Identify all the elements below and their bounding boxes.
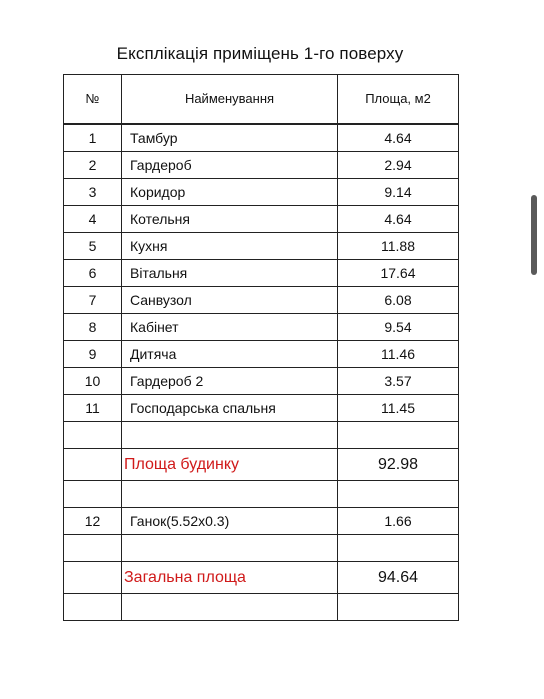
room-name: Тамбур — [122, 124, 338, 152]
room-number: 11 — [64, 395, 122, 422]
grand-total-row — [64, 562, 459, 594]
empty-cell — [338, 535, 459, 562]
room-area: 4.64 — [338, 124, 459, 152]
room-number: 10 — [64, 368, 122, 395]
room-name: Ганок(5.52x0.3) — [122, 508, 338, 535]
table-row — [64, 233, 459, 260]
room-name: Гардероб — [122, 152, 338, 179]
room-area: 17.64 — [338, 260, 459, 287]
room-name: Вітальня — [122, 260, 338, 287]
room-area: 1.66 — [338, 508, 459, 535]
room-number: 9 — [64, 341, 122, 368]
empty-cell — [338, 422, 459, 449]
empty-row — [64, 422, 459, 449]
room-area: 11.46 — [338, 341, 459, 368]
room-number: 8 — [64, 314, 122, 341]
empty-cell — [64, 449, 122, 481]
room-name: Коридор — [122, 179, 338, 206]
vertical-scrollbar[interactable] — [531, 195, 537, 275]
room-area: 3.57 — [338, 368, 459, 395]
table-header-row — [64, 75, 459, 125]
empty-cell — [122, 594, 338, 621]
room-area: 11.45 — [338, 395, 459, 422]
room-area: 9.54 — [338, 314, 459, 341]
header-area: Площа, м2 — [338, 75, 459, 125]
grand-total-area: 94.64 — [338, 562, 459, 594]
empty-cell — [338, 594, 459, 621]
room-area: 6.08 — [338, 287, 459, 314]
empty-row — [64, 535, 459, 562]
table-row — [64, 152, 459, 179]
room-name: Господарська спальня — [122, 395, 338, 422]
empty-row — [64, 481, 459, 508]
table-row — [64, 368, 459, 395]
house-total-row — [64, 449, 459, 481]
empty-cell — [64, 422, 122, 449]
room-name: Котельня — [122, 206, 338, 233]
room-name: Гардероб 2 — [122, 368, 338, 395]
header-number: № — [64, 75, 122, 125]
table-row — [64, 314, 459, 341]
room-number: 3 — [64, 179, 122, 206]
grand-total-label: Загальна площа — [122, 562, 338, 594]
empty-cell — [122, 422, 338, 449]
room-area: 4.64 — [338, 206, 459, 233]
room-name: Дитяча — [122, 341, 338, 368]
room-name: Санвузол — [122, 287, 338, 314]
document-title: Експлікація приміщень 1-го поверху — [116, 44, 404, 63]
room-number: 6 — [64, 260, 122, 287]
table-row — [64, 287, 459, 314]
empty-cell — [338, 481, 459, 508]
table-row — [64, 341, 459, 368]
table-row — [64, 395, 459, 422]
empty-cell — [64, 562, 122, 594]
table-row — [64, 179, 459, 206]
room-number: 4 — [64, 206, 122, 233]
house-total-area: 92.98 — [338, 449, 459, 481]
room-area: 9.14 — [338, 179, 459, 206]
room-area: 2.94 — [338, 152, 459, 179]
empty-cell — [64, 594, 122, 621]
room-number: 7 — [64, 287, 122, 314]
house-total-label: Площа будинку — [122, 449, 338, 481]
room-area: 11.88 — [338, 233, 459, 260]
room-number: 12 — [64, 508, 122, 535]
header-name: Найменування — [122, 75, 338, 125]
empty-cell — [122, 535, 338, 562]
room-number: 5 — [64, 233, 122, 260]
empty-cell — [122, 481, 338, 508]
empty-cell — [64, 481, 122, 508]
room-number: 1 — [64, 124, 122, 152]
room-name: Кабінет — [122, 314, 338, 341]
room-name: Кухня — [122, 233, 338, 260]
explication-table — [63, 74, 459, 621]
table-row — [64, 260, 459, 287]
empty-cell — [64, 535, 122, 562]
table-row — [64, 508, 459, 535]
empty-row — [64, 594, 459, 621]
table-row — [64, 124, 459, 152]
room-number: 2 — [64, 152, 122, 179]
table-row — [64, 206, 459, 233]
